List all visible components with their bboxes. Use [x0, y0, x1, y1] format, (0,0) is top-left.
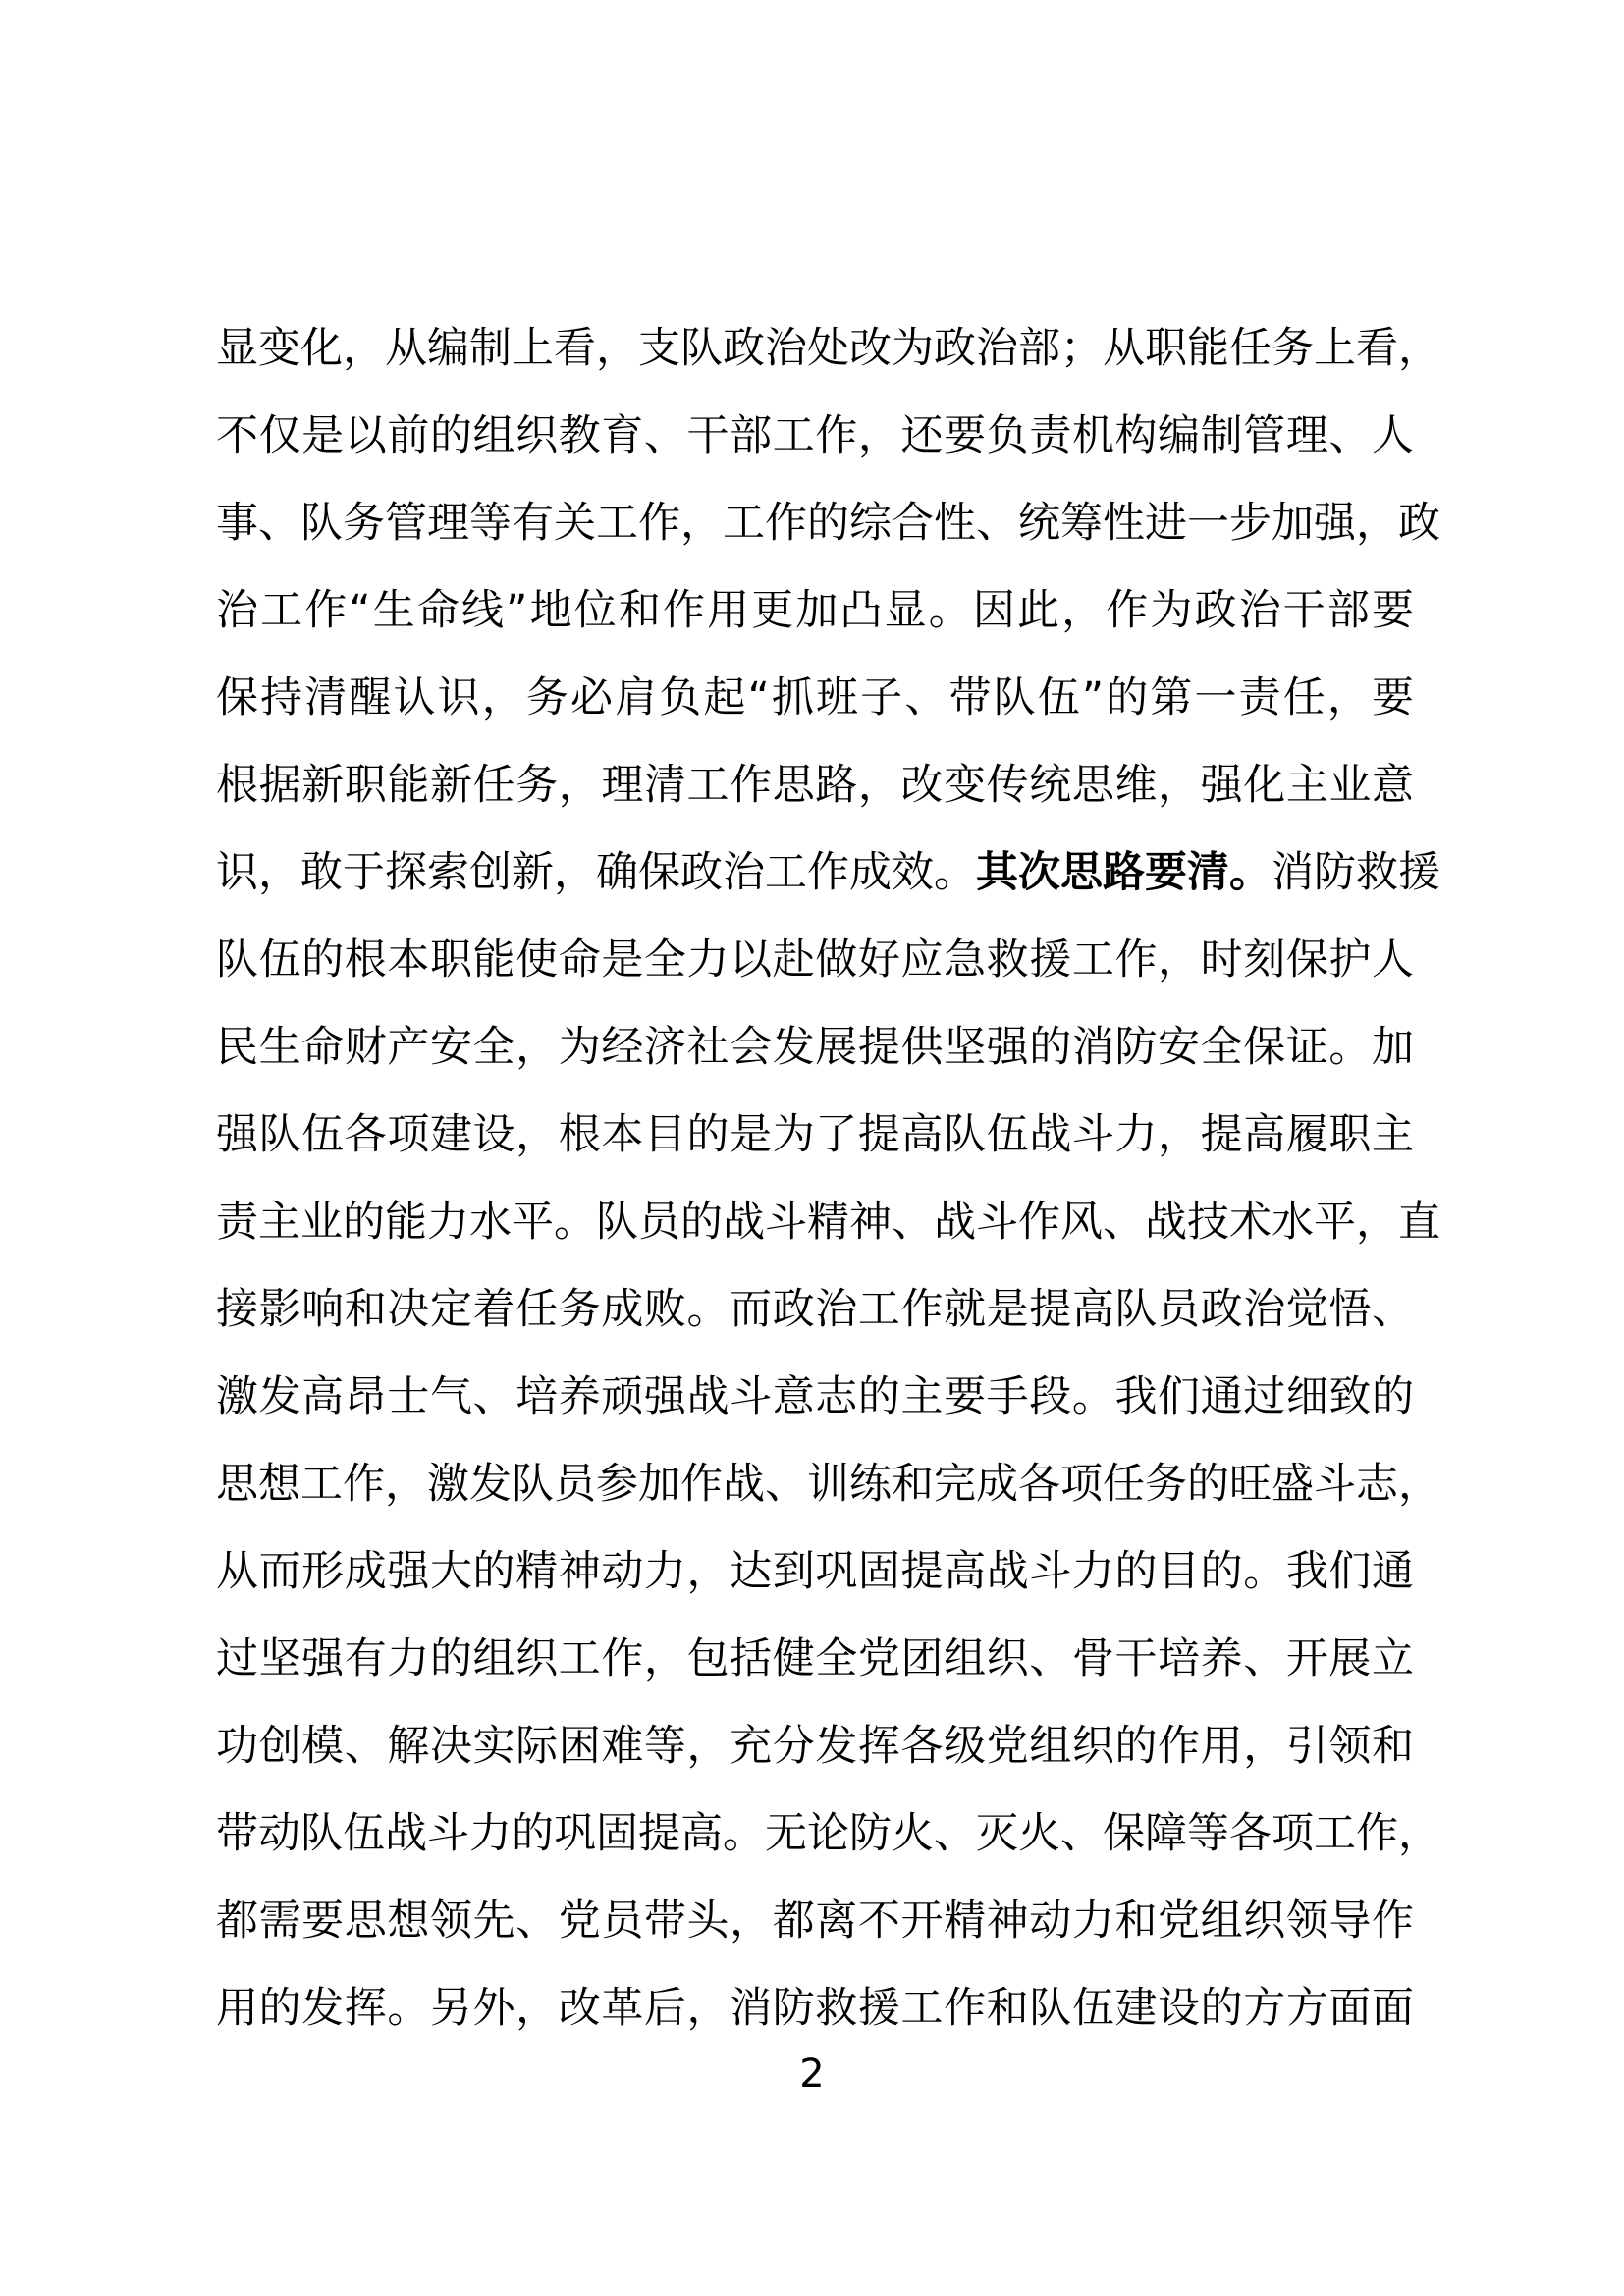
text-line: 都需要思想领先、党员带头，都离不开精神动力和党组织领导作 — [216, 1896, 1414, 1946]
text-line: 治工作“生命线”地位和作用更加凸显。因此，作为政治干部要 — [216, 586, 1414, 635]
text-line: 显变化，从编制上看，支队政治处改为政治部；从职能任务上看， — [216, 324, 1440, 373]
text-line: 过坚强有力的组织工作，包括健全党团组织、骨干培养、开展立 — [216, 1634, 1414, 1683]
text-line: 队伍的根本职能使命是全力以赴做好应急救援工作，时刻保护人 — [216, 935, 1414, 985]
text-line: 保持清醒认识，务必肩负起“抓班子、带队伍”的第一责任，要 — [216, 673, 1414, 722]
text-line: 根据新职能新任务，理清工作思路，改变传统思维，强化主业意 — [216, 761, 1414, 810]
text-line: 事、队务管理等有关工作，工作的综合性、统筹性进一步加强，政 — [216, 499, 1440, 548]
text-line: 激发高昂士气、培养顽强战斗意志的主要手段。我们通过细致的 — [216, 1372, 1414, 1421]
text-line: 用的发挥。另外，改革后，消防救援工作和队伍建设的方方面面 — [216, 1984, 1414, 2033]
text-line: 从而形成强大的精神动力，达到巩固提高战斗力的目的。我们通 — [216, 1547, 1414, 1596]
page-number: 2 — [799, 2052, 825, 2097]
text-line: 民生命财产安全，为经济社会发展提供坚强的消防安全保证。加 — [216, 1023, 1414, 1072]
text-line: 识，敢于探索创新，确保政治工作成效。其次思路要清。消防救援 — [216, 848, 1440, 897]
text-line: 功创模、解决实际困难等，充分发挥各级党组织的作用，引领和 — [216, 1722, 1414, 1771]
text-line: 强队伍各项建设，根本目的是为了提高队伍战斗力，提高履职主 — [216, 1110, 1414, 1159]
text-line: 带动队伍战斗力的巩固提高。无论防火、灭火、保障等各项工作， — [216, 1809, 1440, 1858]
text-line: 责主业的能力水平。队员的战斗精神、战斗作风、战技术水平，直 — [216, 1198, 1440, 1247]
text-line: 接影响和决定着任务成败。而政治工作就是提高队员政治觉悟、 — [216, 1285, 1414, 1334]
text-line: 思想工作，激发队员参加作战、训练和完成各项任务的旺盛斗志， — [216, 1460, 1440, 1509]
bold-heading: 其次思路要清。 — [976, 848, 1272, 897]
text-line: 不仅是以前的组织教育、干部工作，还要负责机构编制管理、人 — [216, 411, 1414, 460]
body-paragraph — [216, 305, 1440, 2053]
